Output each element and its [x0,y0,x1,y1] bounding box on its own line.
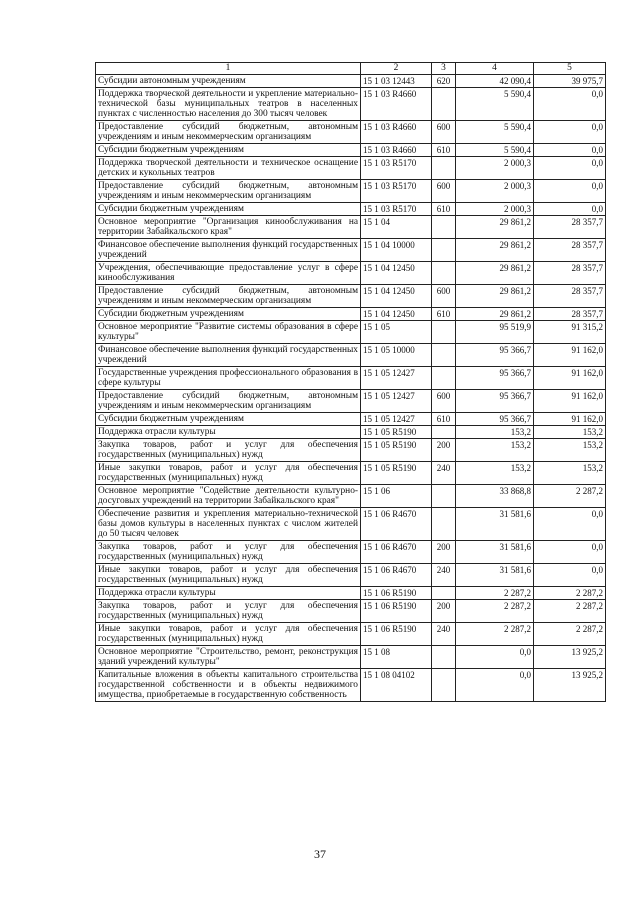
row-name: Закупка товаров, работ и услуг для обеспечения государственных (муниципальных) нужд [96,600,361,623]
row-type [432,157,456,180]
row-code: 15 1 05 [361,321,432,344]
row-type: 240 [432,462,456,485]
row-name: Предоставление субсидий бюджетным, автономным учреждениям и иным некоммерческим организациям [96,390,361,413]
table-row [96,285,606,308]
table-row [96,508,606,541]
row-code: 15 1 06 R4670 [361,541,432,564]
table-row [96,203,606,216]
row-code: 15 1 06 R5190 [361,623,432,646]
row-name: Закупка товаров, работ и услуг для обеспечения государственных (муниципальных) нужд [96,541,361,564]
header-col-5: 5 [534,63,606,75]
row-code: 15 1 06 R5190 [361,600,432,623]
row-code: 15 1 05 R5190 [361,426,432,439]
row-name: Иные закупки товаров, работ и услуг для обеспечения государственных (муниципальных) нужд [96,462,361,485]
row-name: Финансовое обеспечение выполнения функций государственных учреждений [96,239,361,262]
row-code: 15 1 03 R5170 [361,203,432,216]
table-row [96,390,606,413]
row-type [432,508,456,541]
row-value-col4: 31 581,6 [456,541,534,564]
row-value-col4: 31 581,6 [456,564,534,587]
row-value-col5: 2 287,2 [534,600,606,623]
row-code: 15 1 06 [361,485,432,508]
row-value-col4: 95 366,7 [456,344,534,367]
row-value-col4: 5 590,4 [456,88,534,121]
row-value-col4: 0,0 [456,669,534,702]
row-value-col4: 31 581,6 [456,508,534,541]
row-name: Основное мероприятие "Содействие деятельности культурно-досуговых учреждений на территории Забайкальского края" [96,485,361,508]
table-row [96,485,606,508]
row-code: 15 1 03 R4660 [361,88,432,121]
table-row [96,564,606,587]
row-code: 15 1 03 R5170 [361,180,432,203]
row-value-col4: 95 519,9 [456,321,534,344]
row-value-col5: 91 162,0 [534,344,606,367]
row-name: Государственные учреждения профессионального образования в сфере культуры [96,367,361,390]
table-row [96,623,606,646]
row-name: Субсидии автономным учреждениям [96,75,361,88]
row-name: Иные закупки товаров, работ и услуг для обеспечения государственных (муниципальных) нужд [96,564,361,587]
row-type: 610 [432,308,456,321]
row-value-col4: 33 868,8 [456,485,534,508]
budget-table [95,62,606,702]
row-value-col4: 0,0 [456,646,534,669]
row-code: 15 1 04 12450 [361,262,432,285]
row-code: 15 1 03 R5170 [361,157,432,180]
table-row [96,413,606,426]
row-type: 600 [432,121,456,144]
row-value-col5: 91 162,0 [534,367,606,390]
table-row [96,669,606,702]
row-code: 15 1 05 R5190 [361,439,432,462]
row-name: Предоставление субсидий бюджетным, автономным учреждениям и иным некоммерческим организациям [96,121,361,144]
row-type: 200 [432,541,456,564]
row-value-col4: 5 590,4 [456,121,534,144]
row-value-col5: 0,0 [534,541,606,564]
row-type: 600 [432,180,456,203]
row-value-col4: 2 287,2 [456,600,534,623]
row-type: 240 [432,623,456,646]
row-type: 610 [432,413,456,426]
row-type [432,485,456,508]
row-value-col4: 29 861,2 [456,285,534,308]
row-type: 620 [432,75,456,88]
row-type [432,88,456,121]
row-name: Предоставление субсидий бюджетным, автономным учреждениям и иным некоммерческим организациям [96,180,361,203]
row-type [432,216,456,239]
row-value-col5: 28 357,7 [534,285,606,308]
table-row [96,587,606,600]
table-row [96,180,606,203]
row-name: Субсидии бюджетным учреждениям [96,144,361,157]
row-name: Поддержка отрасли культуры [96,587,361,600]
row-value-col5: 2 287,2 [534,587,606,600]
table-header-row [96,63,606,75]
table-row [96,216,606,239]
row-value-col5: 0,0 [534,121,606,144]
row-value-col5: 0,0 [534,203,606,216]
row-value-col5: 2 287,2 [534,485,606,508]
row-code: 15 1 06 R4670 [361,508,432,541]
row-value-col5: 0,0 [534,157,606,180]
row-name: Основное мероприятие "Организация кинообслуживания на территории Забайкальского края" [96,216,361,239]
row-name: Поддержка отрасли культуры [96,426,361,439]
header-col-3: 3 [432,63,456,75]
header-col-4: 4 [456,63,534,75]
row-name: Капитальные вложения в объекты капитального строительства государственной собственности и в объекты недвижимого имущества, приобретаемые в государственную собственность [96,669,361,702]
header-col-2: 2 [361,63,432,75]
row-type [432,239,456,262]
row-value-col4: 2 287,2 [456,623,534,646]
row-value-col5: 13 925,2 [534,669,606,702]
table-row [96,157,606,180]
row-name: Обеспечение развития и укрепления материально-технической базы домов культуры в населенных пунктах с числом жителей до 50 тысяч человек [96,508,361,541]
row-type: 240 [432,564,456,587]
row-code: 15 1 03 R4660 [361,144,432,157]
row-value-col5: 91 315,2 [534,321,606,344]
row-code: 15 1 04 [361,216,432,239]
table-row [96,308,606,321]
table-row [96,439,606,462]
row-code: 15 1 03 R4660 [361,121,432,144]
row-code: 15 1 03 12443 [361,75,432,88]
row-value-col5: 28 357,7 [534,239,606,262]
row-name: Основное мероприятие "Строительство, ремонт, реконструкция зданий учреждений культуры" [96,646,361,669]
table-row [96,462,606,485]
page-number: 37 [314,847,326,861]
row-value-col4: 153,2 [456,426,534,439]
table-row [96,321,606,344]
row-code: 15 1 06 R5190 [361,587,432,600]
row-value-col5: 91 162,0 [534,413,606,426]
row-type [432,669,456,702]
row-type [432,646,456,669]
row-value-col5: 153,2 [534,426,606,439]
row-type: 200 [432,600,456,623]
row-value-col5: 153,2 [534,439,606,462]
row-name: Закупка товаров, работ и услуг для обеспечения государственных (муниципальных) нужд [96,439,361,462]
table-row [96,600,606,623]
row-type [432,367,456,390]
row-type: 200 [432,439,456,462]
row-code: 15 1 05 12427 [361,367,432,390]
row-type [432,344,456,367]
row-code: 15 1 04 12450 [361,308,432,321]
row-code: 15 1 05 10000 [361,344,432,367]
row-value-col4: 153,2 [456,462,534,485]
row-value-col4: 42 090,4 [456,75,534,88]
row-value-col4: 95 366,7 [456,413,534,426]
row-type: 600 [432,285,456,308]
row-code: 15 1 08 04102 [361,669,432,702]
row-name: Субсидии бюджетным учреждениям [96,308,361,321]
table-row [96,541,606,564]
row-value-col5: 91 162,0 [534,390,606,413]
row-value-col5: 0,0 [534,144,606,157]
row-type [432,321,456,344]
table-row [96,144,606,157]
row-value-col5: 13 925,2 [534,646,606,669]
row-value-col5: 28 357,7 [534,308,606,321]
table-row [96,75,606,88]
row-value-col5: 28 357,7 [534,262,606,285]
header-col-1: 1 [96,63,361,75]
row-value-col5: 0,0 [534,508,606,541]
table-row [96,262,606,285]
table-row [96,239,606,262]
row-name: Субсидии бюджетным учреждениям [96,413,361,426]
row-code: 15 1 04 12450 [361,285,432,308]
row-code: 15 1 05 12427 [361,413,432,426]
row-name: Поддержка творческой деятельности и укрепление материально-технической базы муниципальных театров в населенных пунктах с численностью населения до 300 тысяч человек [96,88,361,121]
row-code: 15 1 05 R5190 [361,462,432,485]
row-value-col4: 2 000,3 [456,203,534,216]
table-row [96,88,606,121]
row-type: 600 [432,390,456,413]
row-name: Основное мероприятие "Развитие системы образования в сфере культуры" [96,321,361,344]
row-value-col5: 39 975,7 [534,75,606,88]
row-code: 15 1 08 [361,646,432,669]
row-name: Иные закупки товаров, работ и услуг для обеспечения государственных (муниципальных) нужд [96,623,361,646]
row-value-col4: 2 287,2 [456,587,534,600]
row-value-col4: 29 861,2 [456,308,534,321]
row-value-col4: 29 861,2 [456,239,534,262]
row-value-col4: 95 366,7 [456,367,534,390]
table-row [96,646,606,669]
row-type: 610 [432,144,456,157]
table-row [96,344,606,367]
row-value-col5: 0,0 [534,180,606,203]
row-value-col4: 2 000,3 [456,157,534,180]
row-value-col4: 5 590,4 [456,144,534,157]
row-type: 610 [432,203,456,216]
row-code: 15 1 06 R4670 [361,564,432,587]
row-value-col4: 95 366,7 [456,390,534,413]
row-name: Финансовое обеспечение выполнения функций государственных учреждений [96,344,361,367]
row-value-col4: 29 861,2 [456,216,534,239]
table-row [96,367,606,390]
row-name: Поддержка творческой деятельности и техническое оснащение детских и кукольных театров [96,157,361,180]
row-name: Предоставление субсидий бюджетным, автономным учреждениям и иным некоммерческим организациям [96,285,361,308]
row-value-col4: 29 861,2 [456,262,534,285]
row-code: 15 1 05 12427 [361,390,432,413]
row-value-col5: 153,2 [534,462,606,485]
row-type [432,262,456,285]
row-code: 15 1 04 10000 [361,239,432,262]
table-row [96,426,606,439]
row-value-col5: 2 287,2 [534,623,606,646]
row-value-col5: 0,0 [534,88,606,121]
row-value-col5: 0,0 [534,564,606,587]
row-name: Учреждения, обеспечивающие предоставление услуг в сфере кинообслуживания [96,262,361,285]
table-row [96,121,606,144]
row-value-col4: 153,2 [456,439,534,462]
row-type [432,587,456,600]
row-type [432,426,456,439]
row-name: Субсидии бюджетным учреждениям [96,203,361,216]
row-value-col4: 2 000,3 [456,180,534,203]
row-value-col5: 28 357,7 [534,216,606,239]
